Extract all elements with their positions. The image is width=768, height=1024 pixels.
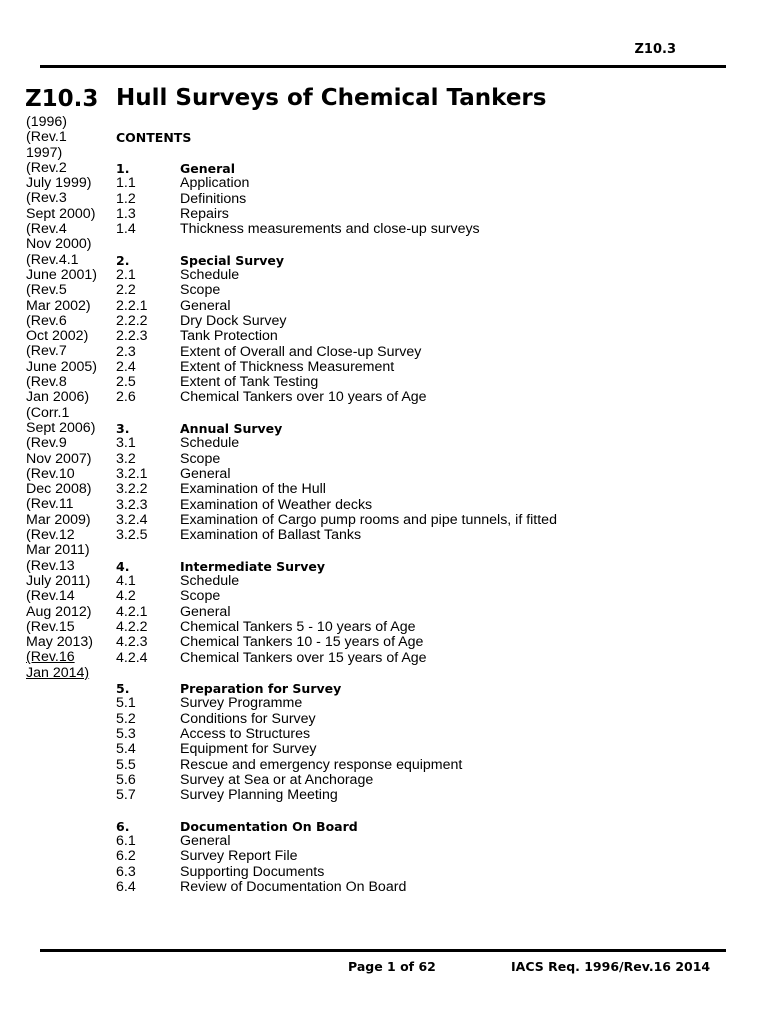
toc-entry-title: Rescue and emergency response equipment [180,756,463,773]
toc-section [116,681,736,803]
toc-entry [116,513,736,528]
toc-entry-title: General [180,833,231,850]
toc-entry [116,635,736,650]
toc-entry-title: Schedule [180,573,240,590]
revision-line: (Rev.15 [26,618,75,635]
header-rule [40,65,726,68]
toc-section-title: Intermediate Survey [180,558,325,574]
toc-section [116,253,736,406]
toc-entry-number: 1.1 [116,175,136,192]
toc-entry-title: Thickness measurements and close-up surveys [180,221,480,238]
toc-entry-number: 1.4 [116,221,136,238]
toc-entry-title: Chemical Tankers 5 - 10 years of Age [180,618,416,635]
revision-line: (Rev.2 [26,159,67,176]
toc-entry-title: Tank Protection [180,328,278,345]
toc-entry [116,880,736,895]
toc-section-title: Preparation for Survey [180,681,342,697]
revision-line: (Rev.9 [26,435,67,452]
toc-section-heading [116,559,736,574]
toc-entry-title: Definitions [180,190,247,207]
toc-entry [116,375,736,390]
toc-entry-number: 5.1 [116,695,136,712]
toc-entry [116,207,736,222]
document-title: Hull Surveys of Chemical Tankers [116,85,547,111]
toc-section-heading [116,253,736,268]
toc-entry [116,498,736,513]
toc-entry-title: Extent of Overall and Close-up Survey [180,343,422,360]
revision-line: Jan 2014) [26,664,90,681]
toc-entry-title: Review of Documentation On Board [180,878,407,895]
toc-entry-title: Chemical Tankers over 10 years of Age [180,389,427,406]
revision-line: (Rev.7 [26,343,67,360]
revision-line: (Rev.8 [26,374,67,391]
toc-entry-number: 5.5 [116,756,136,773]
toc-entry-title: Scope [180,450,221,467]
toc-entry-number: 5.6 [116,771,136,788]
revision-line: (Rev.14 [26,588,75,605]
toc-entry [116,696,736,711]
toc-entry-number: 5.7 [116,787,136,804]
toc-entry-title: Schedule [180,267,240,284]
toc-entry-title: Application [180,175,250,192]
toc-section-number: 5. [116,681,130,697]
toc-entry-number: 3.2.5 [116,527,148,544]
toc-entry-number: 4.2 [116,588,136,605]
revision-line: (Rev.13 [26,557,75,574]
toc-entry-number: 3.2.3 [116,496,148,513]
toc-entry-title: General [180,297,231,314]
revision-line: (Rev.4.1 [26,251,79,268]
toc-entry-title: General [180,603,231,620]
toc-entry-number: 2.2.3 [116,328,148,345]
toc-entry [116,742,736,757]
toc-entry [116,589,736,604]
toc-entry [116,268,736,283]
toc-section [116,161,736,237]
toc-entry-number: 2.3 [116,343,136,360]
toc-entry-title: Conditions for Survey [180,710,316,727]
revision-line: Oct 2002) [26,328,89,345]
toc-entry [116,620,736,635]
toc-entry-number: 2.2.2 [116,312,148,329]
revision-line: Nov 2007) [26,450,92,467]
toc-entry-number: 2.2.1 [116,297,148,314]
toc-entry-title: Chemical Tankers 10 - 15 years of Age [180,634,424,651]
toc-section-title: General [180,161,235,176]
toc-entry [116,834,736,849]
toc-entry [116,758,736,773]
revision-line: Nov 2000) [26,236,92,253]
revision-line: May 2013) [26,634,94,651]
revision-line: (Rev.3 [26,190,67,207]
toc-section-heading [116,161,736,176]
toc-entry [116,299,736,314]
toc-entry-title: Extent of Tank Testing [180,374,319,391]
toc-entry [116,176,736,191]
header-document-code: Z10.3 [634,42,676,57]
toc-entry [116,283,736,298]
revision-line: Sept 2000) [26,205,96,222]
revision-line: Mar 2011) [26,542,90,559]
toc-entry [116,712,736,727]
revision-line: June 2001) [26,266,97,283]
revision-line: Jan 2006) [26,389,90,406]
toc-entry-title: General [180,465,231,482]
toc-entry [116,865,736,880]
toc-entry-title: Schedule [180,435,240,452]
toc-entry [116,192,736,207]
toc-section-heading [116,421,736,436]
toc-entry-number: 5.2 [116,710,136,727]
toc-section-number: 4. [116,558,130,574]
revision-line: July 2011) [26,572,91,589]
toc-section-title: Annual Survey [180,421,283,437]
toc-entry-number: 4.2.4 [116,649,148,666]
revision-line: Aug 2012) [26,603,92,620]
revision-line: June 2005) [26,358,97,375]
toc-entry [116,574,736,589]
toc-entry-number: 4.2.3 [116,634,148,651]
toc-section-number: 1. [116,161,130,176]
toc-entry-number: 3.2.4 [116,511,148,528]
revision-line: 1997) [26,144,63,161]
toc-entry-title: Scope [180,588,221,605]
toc-entry-number: 2.5 [116,374,136,391]
toc-entry-number: 1.2 [116,190,136,207]
table-of-contents [116,161,736,911]
revision-line: (Rev.11 [26,496,74,513]
toc-entry-number: 3.2.2 [116,481,148,498]
toc-entry-number: 4.2.1 [116,603,148,620]
toc-entry-number: 2.6 [116,389,136,406]
toc-entry-title: Examination of Weather decks [180,496,373,513]
revision-line: (1996) [26,114,68,130]
toc-entry-title: Survey Planning Meeting [180,787,338,804]
toc-entry-title: Access to Structures [180,725,311,742]
toc-entry-title: Survey at Sea or at Anchorage [180,771,374,788]
toc-entry-title: Extent of Thickness Measurement [180,358,395,375]
toc-entry-title: Survey Report File [180,848,298,865]
toc-section [116,421,736,543]
revision-line: (Rev.6 [26,312,67,329]
toc-entry [116,452,736,467]
toc-entry-number: 3.2.1 [116,465,148,482]
toc-entry [116,436,736,451]
revision-line: (Rev.5 [26,282,67,299]
toc-entry [116,651,736,666]
toc-entry [116,390,736,405]
toc-section-heading [116,819,736,834]
toc-entry-number: 3.2 [116,450,136,467]
toc-entry [116,222,736,237]
toc-entry-number: 2.2 [116,282,136,299]
toc-entry-title: Examination of the Hull [180,481,326,498]
toc-entry-title: Supporting Documents [180,863,325,880]
toc-entry-number: 4.2.2 [116,618,148,635]
toc-entry-title: Examination of Cargo pump rooms and pipe tunnels, if fitted [180,511,557,528]
toc-section-heading [116,681,736,696]
revision-line: (Rev.1 [26,129,67,146]
toc-entry [116,773,736,788]
toc-entry-number: 4.1 [116,573,136,590]
toc-section [116,819,736,895]
revision-line: Mar 2002) [26,297,91,314]
toc-entry-number: 6.3 [116,863,136,880]
toc-entry-title: Survey Programme [180,695,303,712]
revision-line: Dec 2008) [26,481,92,498]
footer-reference: IACS Req. 1996/Rev.16 2014 [511,959,711,974]
toc-entry-number: 2.4 [116,358,136,375]
document-id: Z10.3 [25,86,99,112]
toc-entry-title: Equipment for Survey [180,741,317,758]
toc-entry-title: Repairs [180,205,229,222]
toc-entry-number: 6.2 [116,848,136,865]
toc-entry [116,345,736,360]
revision-line: Sept 2006) [26,419,96,436]
toc-entry [116,329,736,344]
footer-rule [40,949,726,952]
revision-line: (Corr.1 [26,404,70,421]
toc-section-number: 3. [116,421,130,437]
toc-entry [116,360,736,375]
contents-heading: CONTENTS [116,130,192,145]
footer-page-number: Page 1 of 62 [348,959,436,974]
revision-line: (Rev.4 [26,221,67,238]
toc-entry [116,467,736,482]
toc-entry-number: 3.1 [116,435,136,452]
toc-entry-number: 5.3 [116,725,136,742]
toc-entry-number: 6.1 [116,833,136,850]
revision-history [26,115,116,681]
toc-entry-number: 2.1 [116,267,136,284]
toc-entry-number: 1.3 [116,205,136,222]
revision-line: July 1999) [26,175,92,192]
revision-line: Mar 2009) [26,511,91,528]
toc-entry [116,849,736,864]
toc-entry [116,727,736,742]
toc-entry [116,314,736,329]
toc-entry [116,605,736,620]
toc-section-title: Documentation On Board [180,818,358,834]
toc-section-number: 6. [116,818,130,834]
toc-section-title: Special Survey [180,252,285,268]
toc-entry [116,788,736,803]
toc-section [116,559,736,666]
toc-entry [116,482,736,497]
toc-entry-number: 6.4 [116,878,136,895]
toc-entry-title: Chemical Tankers over 15 years of Age [180,649,427,666]
revision-line: (Rev.10 [26,465,75,482]
revision-line: (Rev.12 [26,527,75,544]
toc-entry-title: Scope [180,282,221,299]
toc-entry-number: 5.4 [116,741,136,758]
toc-entry-title: Examination of Ballast Tanks [180,527,362,544]
toc-entry [116,528,736,543]
toc-entry-title: Dry Dock Survey [180,312,287,329]
toc-section-number: 2. [116,252,130,268]
revision-line: (Rev.16 [26,649,75,666]
